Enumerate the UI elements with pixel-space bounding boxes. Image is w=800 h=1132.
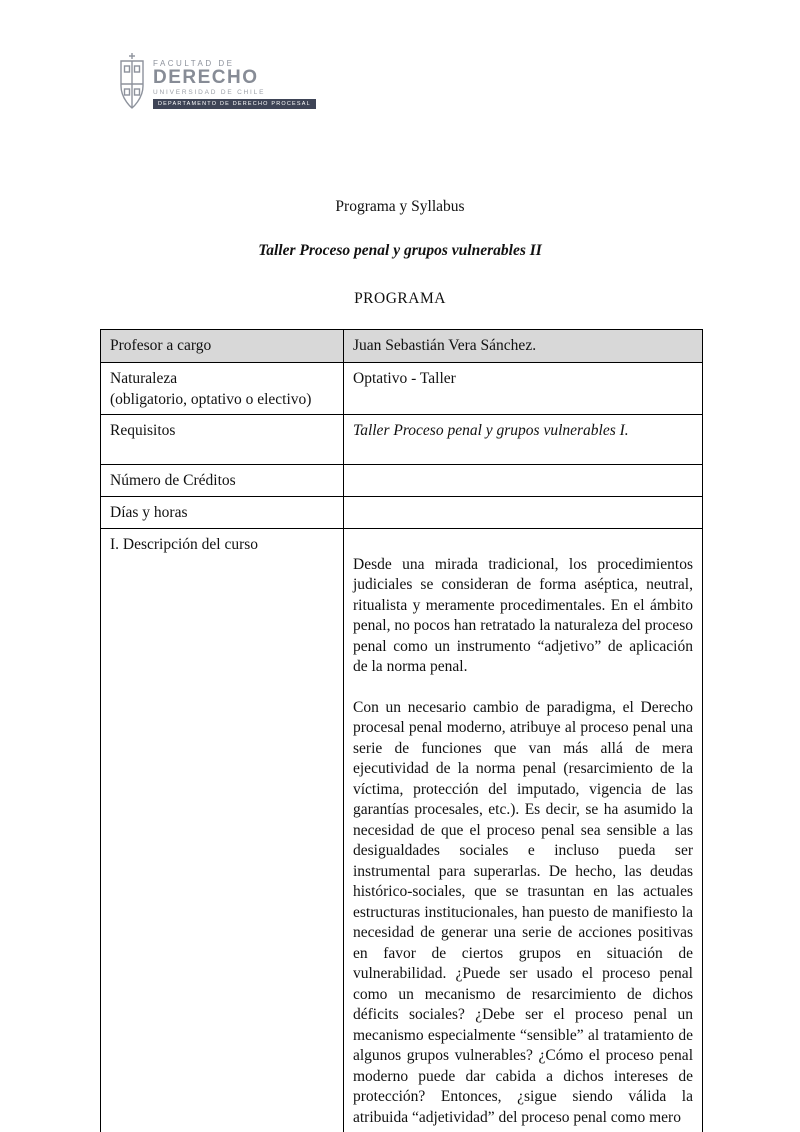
row-value-creditos <box>344 465 703 497</box>
logo-university-name: UNIVERSIDAD DE CHILE <box>153 88 266 96</box>
table-row-requisitos <box>101 415 703 465</box>
row-label-profesor: Profesor a cargo <box>101 330 344 363</box>
row-value-requisitos: Taller Proceso penal y grupos vulnerables I. <box>344 415 703 465</box>
document-title: Programa y Syllabus <box>335 198 465 215</box>
row-value-profesor: Juan Sebastián Vera Sánchez. <box>344 330 703 363</box>
row-label-creditos: Número de Créditos <box>101 465 344 497</box>
row-label-naturaleza-line1: Naturaleza <box>110 370 178 387</box>
university-crest-icon <box>117 52 147 114</box>
table-row-dias-horas <box>101 497 703 529</box>
description-paragraph-2: Con un necesario cambio de paradigma, el Derecho procesal penal moderno, atribuye al proceso penal una serie de funciones que van más allá de mera ejecutividad de la norma penal (resarcimiento de la víctima, protección del imputado, vigencia de las garantías procesales, etc.). Es decir, se ha asumido la necesidad de que el proceso penal sea sensible a las desigualdades sociales e incluso pueda ser instrumental para superarlas. De hecho, las deudas histórico-sociales, que se trasuntan en las actuales estructuras institucionales, han puesto de manifiesto la necesidad de generar una serie de acciones positivas en favor de ciertos grupos en situación de vulnerabilidad. ¿Puede ser usado el proceso penal como un mecanismo de resarcimiento de dichos déficits sociales? ¿Debe ser el proceso penal un mecanismo especialmente “sensible” al tratamiento de algunos grupos vulnerables? ¿Cómo el proceso penal moderno puede dar cabida a dichos intereses de protección? Entonces, ¿sigue siendo válida la atribuida “adjetividad” del proceso penal como mero <box>353 698 693 1126</box>
row-label-naturaleza <box>101 363 344 415</box>
logo-faculty-name: DERECHO <box>153 67 259 88</box>
logo-text-block <box>153 52 316 109</box>
logo-faculty-prefix: FACULTAD DE <box>153 59 235 68</box>
row-value-descripcion <box>344 528 703 1132</box>
university-logo <box>117 52 316 114</box>
table-row-descripcion <box>101 528 703 1132</box>
row-label-requisitos: Requisitos <box>101 415 344 465</box>
title-block <box>0 198 800 308</box>
section-heading-programa: PROGRAMA <box>354 290 446 307</box>
course-title: Taller Proceso penal y grupos vulnerables II <box>258 242 542 259</box>
row-label-descripcion: I. Descripción del curso <box>101 528 344 1132</box>
program-table <box>100 329 703 1132</box>
table-row-creditos <box>101 465 703 497</box>
table-row-profesor <box>101 330 703 363</box>
row-value-dias-horas <box>344 497 703 529</box>
description-paragraph-1: Desde una mirada tradicional, los procedimientos judiciales se consideran de forma aséptica, neutral, ritualista y meramente procedimentales. En el ámbito penal, no pocos han retratado la naturaleza del proceso penal como un instrumento “adjetivo” de aplicación de la norma penal. <box>353 555 693 675</box>
row-label-dias-horas: Días y horas <box>101 497 344 529</box>
row-label-naturaleza-line2: (obligatorio, optativo o electivo) <box>110 390 312 408</box>
row-value-naturaleza: Optativo - Taller <box>344 363 703 415</box>
logo-department-bar: DEPARTAMENTO DE DERECHO PROCESAL <box>153 99 316 109</box>
table-row-naturaleza <box>101 363 703 415</box>
